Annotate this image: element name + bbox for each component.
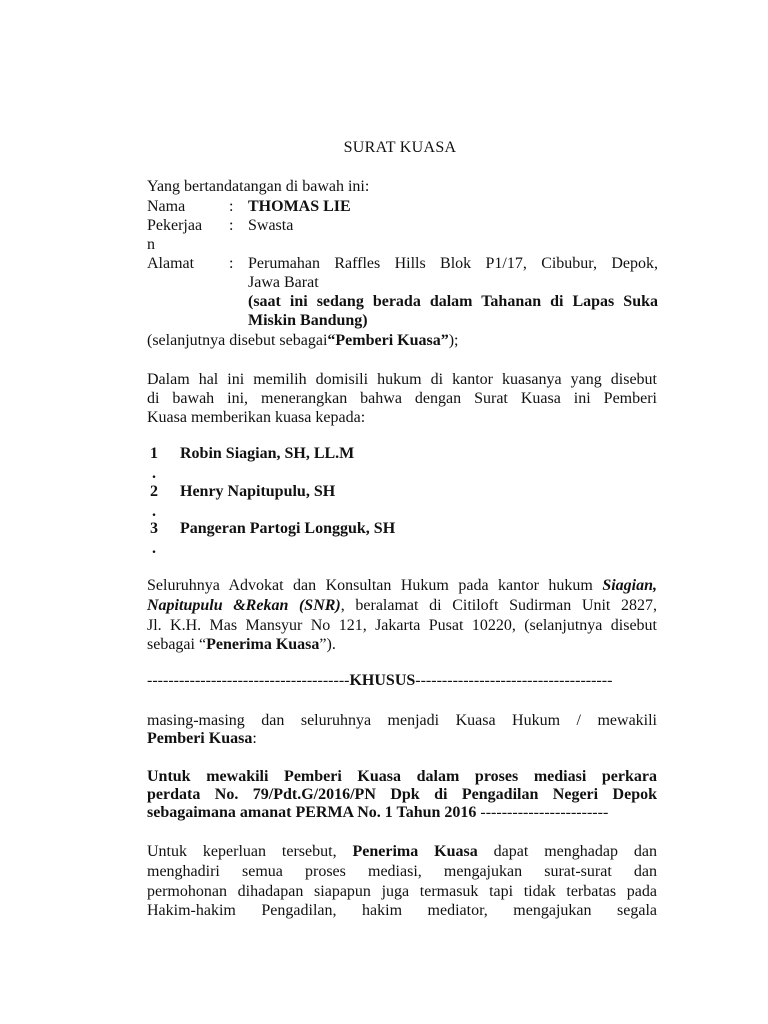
nama-colon: :	[229, 198, 234, 215]
pekerjaan-label-wrap: n	[147, 236, 155, 253]
advokat-line-1	[147, 576, 657, 596]
alamat-colon: :	[229, 255, 234, 272]
masing-line-1: masing-masing dan seluruhnya menjadi Kuasa Hukum / mewakili	[147, 712, 657, 729]
list-number: 2	[150, 483, 158, 500]
list-item-name: Pangeran Partogi Longguk, SH	[180, 520, 396, 537]
masing-line-2-post: :	[252, 730, 257, 747]
masing-line-2	[147, 729, 257, 749]
list-number-dot: .	[152, 540, 156, 557]
document-title: SURAT KUASA	[343, 139, 457, 156]
domisili-line-1: Dalam hal ini memilih domisili hukum di kantor kuasanya yang disebut	[147, 371, 657, 388]
domisili-line-3: Kuasa memberikan kuasa kepada:	[147, 409, 366, 426]
list-item-name: Robin Siagian, SH, LL.M	[180, 445, 355, 462]
advokat-line-3: Jl. K.H. Mas Mansyur No 121, Jakarta Pusat 10220, (selanjutnya disebut	[147, 617, 657, 634]
alamat-line-1: Perumahan Raffles Hills Blok P1/17, Cibubur, Depok,	[248, 255, 658, 272]
keperluan-line-1	[147, 842, 657, 862]
khusus-dash-right: -------------------------------------	[415, 672, 613, 689]
keperluan-line-1-post: dapat menghadap dan	[493, 843, 658, 860]
advokat-line-4-post: ”).	[319, 636, 336, 653]
pekerjaan-label: Pekerjaa	[147, 217, 203, 234]
pekerjaan-value: Swasta	[248, 217, 294, 234]
list-item-name: Henry Napitupulu, SH	[180, 483, 336, 500]
advokat-line-4-pre: sebagai “	[147, 636, 207, 653]
pemberi-kuasa-line	[147, 331, 459, 351]
penerima-kuasa-term: Penerima Kuasa	[206, 636, 320, 653]
advokat-line-2	[147, 596, 657, 616]
alamat-line-2: Jawa Barat	[248, 274, 319, 291]
pekerjaan-colon: :	[229, 217, 234, 234]
firm-name-part-1: Siagian,	[602, 577, 657, 594]
advokat-line-2-post: , beralamat di Citiloft Sudirman Unit 2827,	[340, 597, 658, 614]
list-number: 1	[150, 445, 158, 462]
untuk-line-3-bold: sebagaimana amanat PERMA No. 1 Tahun 2016	[147, 804, 477, 821]
pemberi-kuasa-term: “Pemberi Kuasa”	[327, 332, 449, 349]
penerima-kuasa-bold: Penerima Kuasa	[352, 843, 478, 860]
khusus-dash-left: --------------------------------------	[147, 672, 350, 689]
nama-value: THOMAS LIE	[248, 198, 351, 215]
tahanan-line-1: (saat ini sedang berada dalam Tahanan di Lapas Suka	[248, 293, 658, 310]
untuk-line-2: perdata No. 79/Pdt.G/2016/PN Dpk di Pengadilan Negeri Depok	[147, 786, 657, 803]
advokat-line-1-pre: Seluruhnya Advokat dan Konsultan Hukum pada kantor hukum	[147, 577, 593, 594]
keperluan-line-4: Hakim-hakim Pengadilan, hakim mediator, mengajukan segala	[147, 902, 657, 919]
pemberi-kuasa-post: );	[448, 332, 459, 349]
domisili-line-2: di bawah ini, menerangkan bahwa dengan Surat Kuasa ini Pemberi	[147, 390, 657, 407]
keperluan-line-1-pre: Untuk keperluan tersebut,	[147, 843, 337, 860]
untuk-line-3	[147, 803, 608, 823]
list-number-dot: .	[152, 465, 156, 482]
keperluan-line-2: menghadiri semua proses mediasi, mengajukan surat-surat dan	[147, 863, 657, 880]
alamat-label: Alamat	[147, 255, 195, 272]
keperluan-line-3: permohonan dihadapan siapapun juga termasuk tapi tidak terbatas pada	[147, 883, 657, 900]
list-number-dot: .	[152, 503, 156, 520]
pemberi-kuasa-bold: Pemberi Kuasa	[147, 730, 253, 747]
list-number: 3	[150, 520, 158, 537]
advokat-line-4	[147, 635, 336, 655]
khusus-heading: KHUSUS	[349, 672, 416, 689]
nama-label: Nama	[147, 198, 186, 215]
pemberi-kuasa-pre: (selanjutnya disebut sebagai	[147, 332, 328, 349]
intro-text: Yang bertandatangan di bawah ini:	[147, 178, 370, 195]
firm-name-part-2: Napitupulu &Rekan (SNR)	[147, 597, 341, 614]
tahanan-line-2: Miskin Bandung)	[248, 312, 368, 329]
khusus-divider	[147, 671, 653, 691]
untuk-line-1: Untuk mewakili Pemberi Kuasa dalam proses mediasi perkara	[147, 768, 657, 785]
untuk-line-3-dash: ------------------------	[476, 804, 609, 821]
